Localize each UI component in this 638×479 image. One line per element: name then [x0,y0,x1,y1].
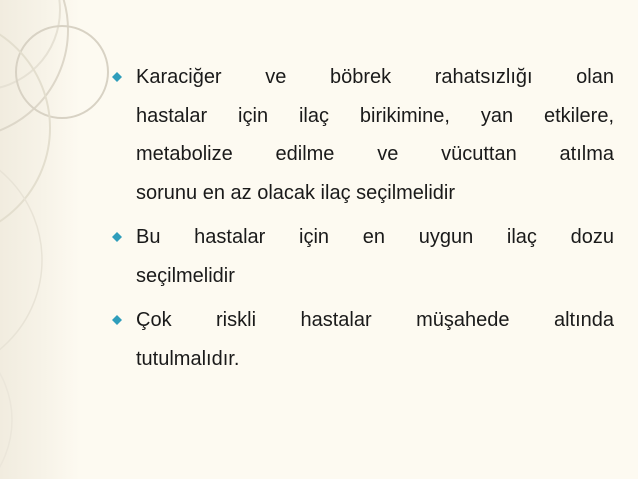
diamond-bullet-icon [112,72,122,82]
bullet-line: hastalar için ilaç birikimine, yan etkilere, [136,104,614,127]
bullet-item [112,58,614,212]
decorative-circle-top-small [0,0,60,90]
diamond-bullet-icon [112,315,122,325]
bullet-line: Bu hastalar için en uygun ilaç dozu [136,226,614,248]
bullet-line: metabolize edilme ve vücuttan atılma [136,143,614,165]
bullet-line: seçilmelidir [136,264,235,287]
bullet-item [112,218,614,295]
bullet-item [112,301,614,378]
decorative-circles [0,0,110,479]
diamond-bullet-icon [112,232,122,242]
bullet-line: Karaciğer ve böbrek rahatsızlığı olan [136,66,614,88]
bullet-line: Çok riskli hastalar müşahede altında [136,309,614,331]
bullet-line: sorunu en az olacak ilaç seçilmelidir [136,181,456,204]
bullet-list [112,58,614,384]
bullet-line: tutulmalıdır. [136,347,240,370]
decorative-circle-lower [0,144,42,376]
